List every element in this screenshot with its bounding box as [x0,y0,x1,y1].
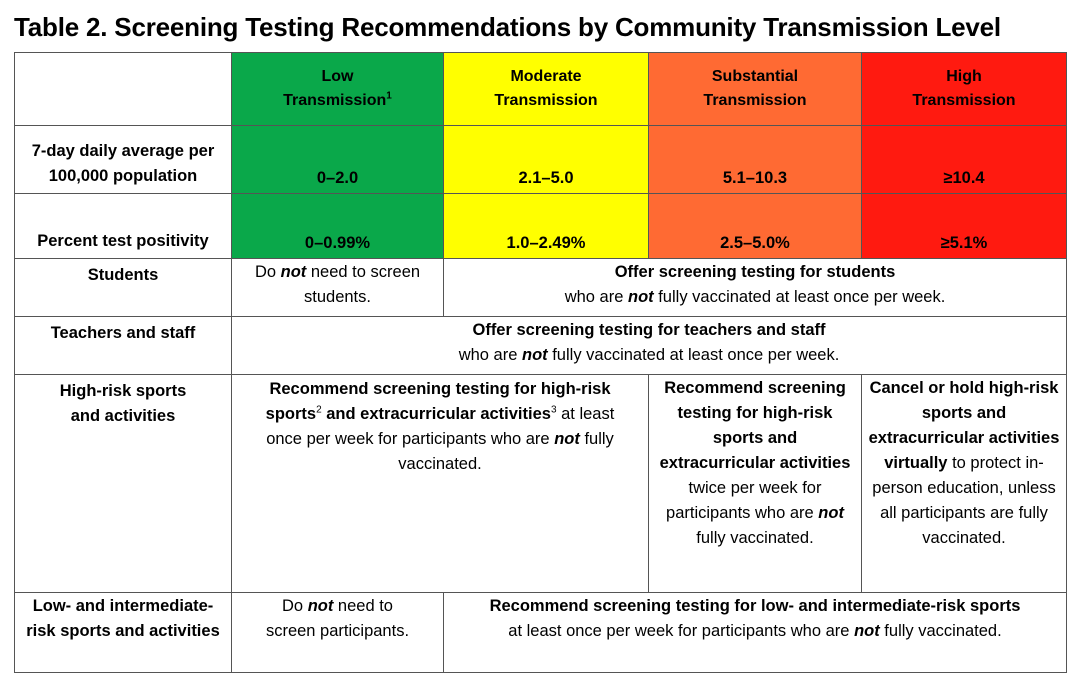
teachers-all-cell: Offer screening testing for teachers and staff who are not fully vaccinated at least once per week. [232,317,1067,375]
teachers-label: Teachers and staff [15,317,232,375]
positivity-high: ≥5.1% [862,194,1067,259]
header-row [15,53,1067,126]
header-empty-cell [15,53,232,126]
low-intermediate-low-cell: Do not need to screen participants. [232,593,444,673]
header-moderate-line1: Moderate [510,68,582,85]
low-intermediate-row [15,593,1067,673]
low-intermediate-label: Low- and intermediate-risk sports and activities [15,593,232,673]
header-low-line1: Low [321,68,354,85]
students-row [15,259,1067,317]
low-intermediate-rest-cell: Recommend screening testing for low- and intermediate-risk sports at least once per week for participants who are not fully vaccinated. [444,593,1067,673]
high-risk-high-cell: Cancel or hold high-risk sports and extracurricular activities virtually to protect in-person education, unless all participants are fully vaccinated. [862,375,1067,593]
header-low-line2: Transmission [283,92,387,109]
daily-average-label: 7-day daily average per 100,000 population [15,126,232,194]
positivity-low: 0–0.99% [232,194,444,259]
positivity-substantial: 2.5–5.0% [649,194,862,259]
high-risk-row [15,375,1067,593]
header-substantial-line2: Transmission [703,92,807,109]
high-risk-substantial-cell: Recommend screening testing for high-risk sports and extracurricular activities twice per week for participants who are not fully vaccinated. [649,375,862,593]
screening-table [14,52,1067,673]
daily-average-row [15,126,1067,194]
positivity-row [15,194,1067,259]
daily-average-high: ≥10.4 [862,126,1067,194]
positivity-label: Percent test positivity [15,194,232,259]
page-title: Table 2. Screening Testing Recommendations by Community Transmission Level [14,12,1001,42]
footnote-1: 1 [386,90,392,102]
header-moderate [444,53,649,126]
positivity-moderate: 1.0–2.49% [444,194,649,259]
high-risk-label: High-risk sports and activities [15,375,232,593]
daily-average-substantial: 5.1–10.3 [649,126,862,194]
header-substantial [649,53,862,126]
header-high-line1: High [946,68,982,85]
daily-average-low: 0–2.0 [232,126,444,194]
header-high [862,53,1067,126]
teachers-row [15,317,1067,375]
students-rest-cell: Offer screening testing for students who are not fully vaccinated at least once per week. [444,259,1067,317]
high-risk-lowmod-cell: Recommend screening testing for high-risk sports$^2$ and extracurricular activities$^3$ at least once per week for participants who are not fully vaccinated. [232,375,649,593]
daily-average-moderate: 2.1–5.0 [444,126,649,194]
header-high-line2: Transmission [912,92,1016,109]
header-substantial-line1: Substantial [711,68,799,85]
students-low-cell: Do not need to screen students. [232,259,444,317]
header-moderate-line2: Transmission [494,92,598,109]
header-low [232,53,444,126]
students-label: Students [15,259,232,317]
